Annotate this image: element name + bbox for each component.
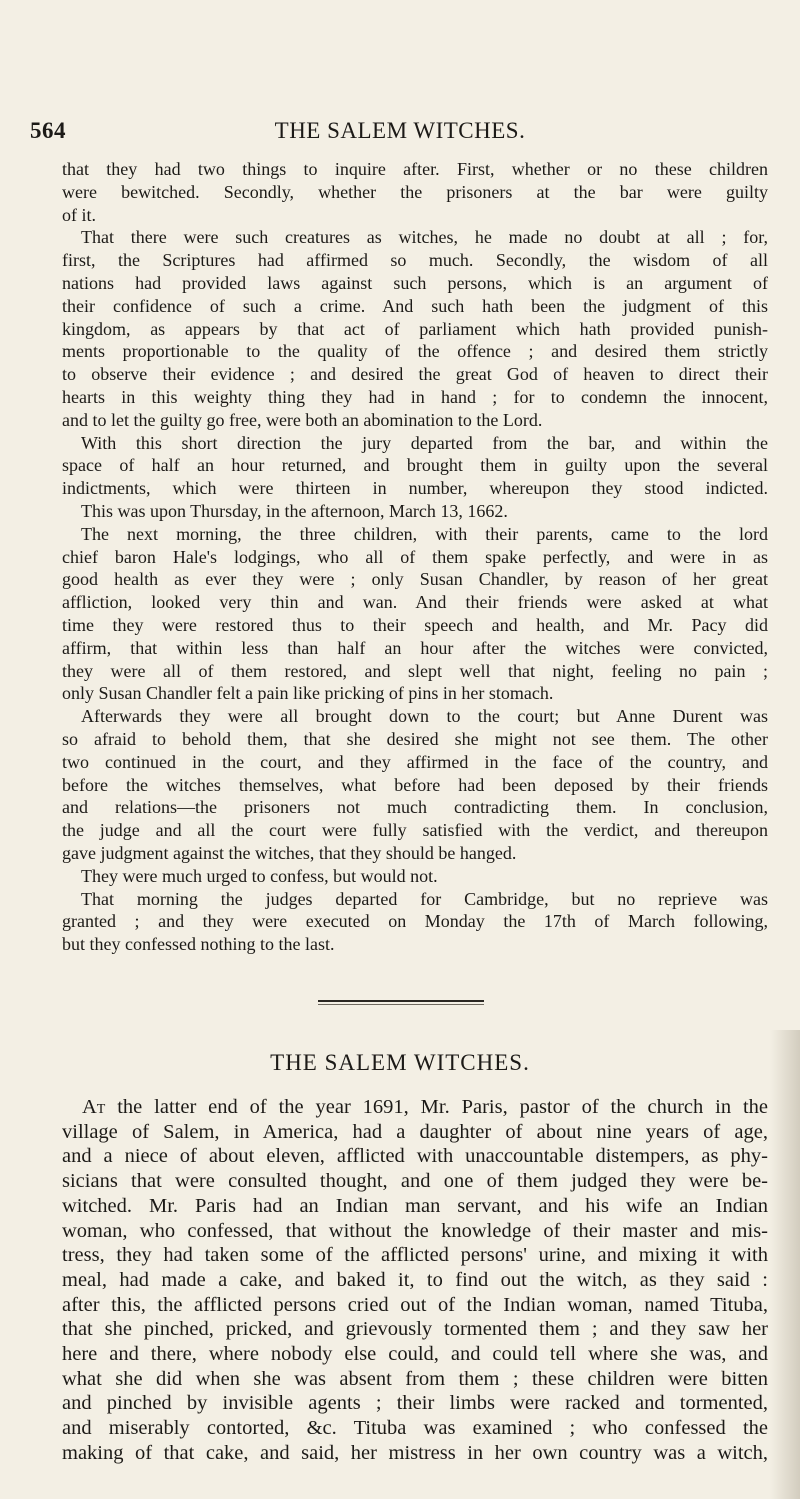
text-line: that she pinched, pricked, and grievously tormented them ; and they saw her	[62, 1318, 768, 1341]
text-line: and relations—the prisoners not much contradicting them. In conclusion,	[62, 797, 768, 818]
text-line: before the witches themselves, what before had been deposed by their friends	[62, 774, 768, 795]
text-line: nations had provided laws against such persons, which is an argument of	[62, 272, 768, 293]
text-line: sicians that were consulted thought, and one of them judged they were be-	[62, 1170, 768, 1193]
text-line: the judge and all the court were fully satisfied with the verdict, and thereupon	[62, 820, 768, 841]
text-line: ments proportionable to the quality of the offence ; and desired them strictly	[62, 341, 768, 362]
text-line: but they confessed nothing to the last.	[62, 934, 335, 955]
text-line: affirm, that within less than half an hour after the witches were convicted,	[62, 637, 768, 658]
running-title: THE SALEM WITCHES.	[274, 118, 526, 143]
text-line: two continued in the court, and they affirmed in the face of the country, and	[62, 751, 768, 772]
text-line: That morning the judges departed for Cambridge, but no reprieve was	[81, 888, 768, 909]
text-line: meal, had made a cake, and baked it, to find out the witch, as they said :	[62, 1268, 768, 1291]
text-line: affliction, looked very thin and wan. And their friends were asked at what	[62, 592, 768, 613]
text-line: making of that cake, and said, her mistress in her own country was a witch,	[62, 1441, 768, 1464]
text-line: indictments, which were thirteen in number, whereupon they stood indicted.	[62, 478, 768, 499]
text-line: they were all of them restored, and slept well that night, feeling no pain ;	[62, 660, 768, 681]
text-line: after this, the afflicted persons cried out of the Indian woman, named Tituba,	[62, 1293, 768, 1316]
text-line: first, the Scriptures had affirmed so much. Secondly, the wisdom of all	[62, 250, 768, 271]
text-line: chief baron Hale's lodgings, who all of them spake perfectly, and were in as	[62, 546, 768, 567]
previous-article-text	[62, 158, 768, 956]
text-line: The next morning, the three children, with their parents, came to the lord	[81, 523, 768, 544]
text-line: This was upon Thursday, in the afternoon, March 13, 1662.	[81, 500, 508, 521]
text-line-rest: the latter end of the year 1691, Mr. Paris, pastor of the church in the	[105, 1096, 768, 1118]
text-line: only Susan Chandler felt a pain like pricking of pins in her stomach.	[62, 683, 554, 704]
text-line: good health as ever they were ; only Susan Chandler, by reason of her great	[62, 569, 768, 590]
text-line: that they had two things to inquire after. First, whether or no these children	[62, 159, 768, 179]
section-divider	[318, 1000, 484, 1002]
text-line: kingdom, as appears by that act of parliament which hath provided punish-	[62, 318, 768, 339]
text-line	[62, 1095, 768, 1120]
text-line: and pinched by invisible agents ; their limbs were racked and tormented,	[62, 1392, 768, 1415]
text-line: That there were such creatures as witches, he made no doubt at all ; for,	[81, 227, 768, 248]
text-line: With this short direction the jury departed from the bar, and within the	[81, 432, 768, 453]
text-line: tress, they had taken some of the afflicted persons' urine, and mixing it with	[62, 1244, 768, 1267]
text-line: their confidence of such a crime. And such hath been the judgment of this	[62, 295, 768, 316]
text-line: what she did when she was absent from them ; these children were bitten	[62, 1367, 768, 1390]
text-line: and to let the guilty go free, were both an abomination to the Lord.	[62, 409, 543, 430]
text-line: witched. Mr. Paris had an Indian man servant, and his wife an Indian	[62, 1194, 768, 1217]
text-line: gave judgment against the witches, that they should be hanged.	[62, 842, 517, 863]
text-line: They were much urged to confess, but would not.	[81, 865, 438, 886]
text-line: time they were restored thus to their speech and health, and Mr. Pacy did	[62, 614, 768, 635]
opening-word: At	[82, 1096, 106, 1118]
text-line: to observe their evidence ; and desired the great God of heaven to direct their	[62, 364, 768, 385]
text-line: hearts in this weighty thing they had in hand ; for to condemn the innocent,	[62, 386, 768, 407]
text-line: and a niece of about eleven, afflicted with unaccountable distempers, as phy-	[62, 1145, 768, 1168]
text-line: so afraid to behold them, that she desired she might not see them. The other	[62, 728, 768, 749]
text-line: were bewitched. Secondly, whether the prisoners at the bar were guilty	[62, 181, 768, 202]
page-edge-shadow	[770, 1030, 800, 1499]
text-line: space of half an hour returned, and brought them in guilty upon the several	[62, 455, 768, 476]
running-head	[0, 118, 800, 148]
text-line: granted ; and they were executed on Monday the 17th of March following,	[62, 911, 768, 932]
text-line: and miserably contorted, &c. Tituba was examined ; who confessed the	[62, 1417, 768, 1440]
text-line: village of Salem, in America, had a daughter of about nine years of age,	[62, 1120, 768, 1143]
section-body-text	[62, 1095, 768, 1466]
text-line: here and there, where nobody else could, and could tell where she was, and	[62, 1343, 768, 1366]
page-number: 564	[30, 118, 66, 143]
text-line: woman, who confessed, that without the knowledge of their master and mis-	[62, 1219, 768, 1242]
section-heading: THE SALEM WITCHES.	[270, 1050, 530, 1075]
text-line: Afterwards they were all brought down to the court; but Anne Durent was	[81, 706, 768, 727]
text-line: of it.	[62, 204, 96, 225]
